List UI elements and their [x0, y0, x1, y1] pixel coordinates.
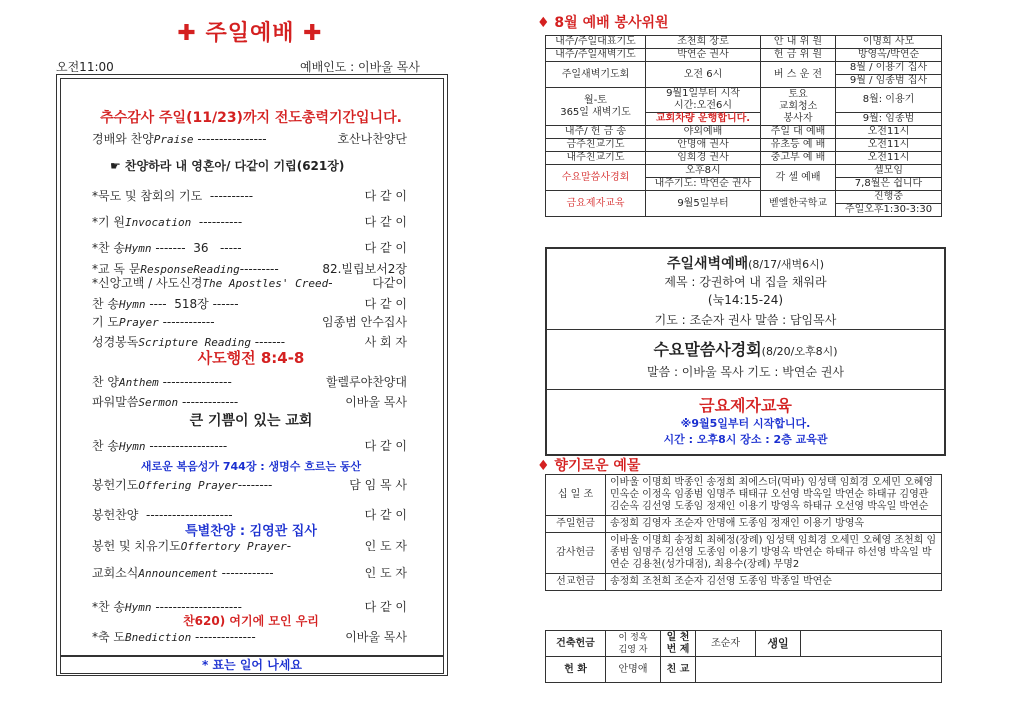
offering-type: 선교헌금: [546, 574, 606, 591]
service-item-leader-line: ----------: [191, 215, 250, 229]
service-item-leader-line: ----------: [202, 189, 261, 203]
volunteer-cell: 중고부 예 배: [761, 152, 836, 165]
volunteer-table: [545, 35, 942, 217]
service-item: [92, 373, 407, 390]
offering-type: 감사헌금: [546, 533, 606, 574]
volunteer-cell: 각 셀 예배: [761, 165, 836, 191]
service-item: [92, 537, 407, 554]
service-item-label: *축 도: [92, 630, 125, 644]
service-item-leader-line: ------------: [217, 566, 278, 580]
service-item-english: Hymn: [125, 601, 152, 614]
volunteer-cell: 내주기도: 박연순 권사: [646, 178, 761, 191]
thousand-offering-label: 일 천 번 제: [661, 631, 696, 657]
volunteer-cell: 내주친교기도: [546, 152, 646, 165]
birthday-label: 생일: [756, 631, 801, 657]
service-item-leader: 82.빌립보서2장: [322, 262, 407, 276]
footer-note: * 표는 일어 나세요: [60, 656, 444, 674]
service-item: [92, 393, 407, 410]
service-item-label: 찬 송: [92, 439, 119, 453]
service-item-label: *찬 송: [92, 600, 125, 614]
wednesday-people: 말씀 : 이바울 목사 기도 : 박연순 권사: [646, 365, 845, 379]
volunteer-cell: 7,8월은 쉽니다: [836, 178, 942, 191]
service-item-leader: 이바울 목사: [345, 630, 407, 644]
service-item-leader-line: --------: [237, 478, 273, 492]
friday-time-place: 시간 : 오후8시 장소 : 2층 교육관: [663, 433, 828, 446]
service-item-english: Hymn: [119, 298, 146, 311]
volunteer-cell: 셀모임: [836, 165, 942, 178]
volunteer-cell: 안명애 권사: [646, 139, 761, 152]
service-item-leader-line: -------: [250, 335, 289, 349]
service-item: [92, 295, 407, 312]
hymn-note: 새로운 복음성가 744장 : 생명수 흐르는 동산: [140, 460, 362, 473]
service-item-english: Offertory Prayer: [180, 540, 287, 553]
volunteer-cell: 박연순 권사: [646, 49, 761, 62]
offering-names: 송정희 조천희 조순자 김선영 도종임 박종일 박연순: [606, 574, 942, 591]
service-item-leader: 할렐루야찬양대: [325, 375, 407, 389]
offering-names: 송정희 김영자 조순자 안명애 도종임 정재인 이용기 방영옥: [606, 516, 942, 533]
sermon-title: 큰 기쁨이 있는 교회: [189, 413, 313, 429]
service-item-leader-line: ---------: [239, 262, 279, 276]
birthday-empty: [801, 631, 942, 657]
volunteer-cell: 8월 / 이용기 집사: [836, 62, 942, 75]
service-item-leader-line: --------------------: [151, 600, 246, 614]
volunteer-cell: 임희경 권사: [646, 152, 761, 165]
service-item-leader: 인 도 자: [364, 566, 407, 580]
volunteer-cell: 유초등 예 배: [761, 139, 836, 152]
volunteer-cell: 내주/주일대표기도: [546, 36, 646, 49]
service-item-leader: 인 도 자: [364, 539, 407, 553]
offering-names: 이바울 이명희 박종인 송정희 최에스더(먹바) 임성택 임희경 오세민 오혜영 민옥순 이정옥 임종범 임명주 태태규 오선영 박옥일 박연순 하태규 김영관 김순옥 김선영 도종임 정재인 이용기 방영옥 하태규 오선영 박옥일 박연순: [606, 475, 942, 516]
volunteer-cell: 토요 교회청소 봉사자: [761, 88, 836, 126]
service-item-label: 교회소식: [92, 566, 139, 580]
section-title-offerings: ♦ 향기로운 예물: [537, 458, 641, 474]
divider: [547, 389, 944, 390]
wednesday-heading: [547, 337, 944, 360]
volunteer-cell: 오전 6시: [646, 62, 761, 88]
volunteer-cell: 버 스 운 전: [761, 62, 836, 88]
service-item-label: ☛ 찬양하라 내 영혼아/ 다같이 기립(621장): [110, 159, 345, 173]
service-item-label: 찬 양: [92, 375, 119, 389]
service-item-leader-line: -: [286, 539, 292, 553]
flowers-name: 안명애: [606, 657, 661, 683]
service-item-leader: 사 회 자: [364, 335, 407, 349]
service-item-leader: 담 임 목 사: [349, 478, 407, 492]
volunteer-cell: 진행중: [836, 191, 942, 204]
volunteer-cell: 주일오후1:30-3:30: [836, 204, 942, 217]
section-title-volunteers: ♦ 8월 예배 봉사위원: [537, 15, 669, 31]
closing-hymn: 찬620) 여기에 모인 우리: [183, 614, 319, 628]
service-item-english: Offering Prayer: [138, 479, 238, 492]
service-item-english: Praise: [153, 133, 194, 146]
volunteer-cell: 내주/주일새벽기도: [546, 49, 646, 62]
service-item: [110, 157, 425, 174]
service-item-leader-line: ----------------: [193, 132, 271, 146]
service-item-label: 찬 송: [92, 297, 119, 311]
service-item-english: Announcement: [138, 567, 218, 580]
service-item-label: *기 원: [92, 215, 125, 229]
service-item-english: Hymn: [119, 440, 146, 453]
service-item-leader: 다 같 이: [364, 600, 407, 614]
offering-type: 십 일 조: [546, 475, 606, 516]
service-item: [92, 564, 407, 581]
service-item-english: Scripture Reading: [138, 336, 251, 349]
service-item: [92, 274, 407, 291]
volunteer-cell: 오전11시: [836, 126, 942, 139]
service-item-english: The Apostles' Creed: [202, 277, 329, 290]
volunteer-cell: 오후8시: [646, 165, 761, 178]
volunteer-cell: 수요말씀사경회: [546, 165, 646, 191]
wednesday-time: (8/20/오후8시): [761, 345, 838, 358]
volunteer-cell: 금주친교기도: [546, 139, 646, 152]
volunteer-cell: 주일 대 예배: [761, 126, 836, 139]
volunteer-cell: 안 내 위 원: [761, 36, 836, 49]
service-item-leader-line: ------------------: [145, 439, 232, 453]
worship-leader: 예배인도 : 이바울 목사: [300, 60, 420, 74]
dawn-service-time: (8/17/새벽6시): [748, 258, 825, 271]
special-hymn: 특별찬양 : 김영관 집사: [185, 524, 317, 539]
dawn-service-title: 주일새벽예배: [666, 256, 749, 272]
service-item-label: 경배와 찬양: [92, 132, 154, 146]
service-item: [92, 187, 407, 204]
divider: [547, 329, 944, 330]
offerings-table: [545, 474, 942, 591]
evangelism-banner: 추수감사 주일(11/23)까지 전도총력기간입니다.: [100, 110, 402, 126]
service-item: [92, 213, 407, 230]
service-item-label: *묵도 및 참회의 기도: [92, 189, 203, 203]
volunteer-cell: 조천희 장로: [646, 36, 761, 49]
dawn-service-heading: [547, 253, 944, 273]
service-item-leader: 다 같 이: [364, 189, 407, 203]
volunteer-cell: 방영옥/박연순: [836, 49, 942, 62]
volunteer-cell: 금요제자교육: [546, 191, 646, 217]
friday-title: 금요제자교육: [699, 396, 792, 415]
dawn-service-people: 기도 : 조순자 권사 말씀 : 담임목사: [654, 313, 837, 327]
service-item-label: *신앙고백 / 사도신경: [92, 276, 203, 290]
service-item-leader-line: --------------------: [138, 508, 241, 522]
fellowship-empty: [696, 657, 942, 683]
service-item-leader: 호산나찬양단: [337, 132, 407, 146]
service-item-leader: 이바울 목사: [345, 395, 407, 409]
offerings-extra-table: [545, 630, 942, 683]
service-item-leader-line: ------- 36 -----: [151, 241, 250, 255]
service-item-leader: 다 같 이: [364, 297, 407, 311]
volunteer-cell: 이명희 사모: [836, 36, 942, 49]
offering-type: 주일헌금: [546, 516, 606, 533]
service-item-leader-line: ---- 518장 ------: [145, 297, 243, 311]
service-item-leader-line: ------------: [158, 315, 219, 329]
service-item-label: 봉헌찬양: [92, 508, 139, 522]
volunteer-cell: 오전11시: [836, 139, 942, 152]
service-item-label: *찬 송: [92, 241, 125, 255]
service-item-leader: 다 같 이: [364, 439, 407, 453]
service-item-english: Bnediction: [125, 631, 192, 644]
meetings-box: [545, 247, 946, 456]
volunteer-cell: 9월1일부터 시작 시간:오전6시: [646, 88, 761, 113]
volunteer-cell: 월-토 365일 새벽기도: [546, 88, 646, 126]
service-item: [92, 628, 407, 645]
wednesday-title: 수요말씀사경회: [653, 340, 762, 359]
service-time: 오전11:00: [56, 60, 114, 74]
service-item: [92, 130, 407, 147]
service-item: [92, 313, 407, 330]
service-item: [92, 476, 407, 493]
service-item-label: *교 독 문: [92, 262, 141, 276]
thousand-offering-name: 조순자: [696, 631, 756, 657]
volunteer-cell: 교회차량 운행합니다.: [646, 113, 761, 126]
service-item-english: ResponseReading: [140, 263, 240, 276]
service-item-leader-line: ----------------: [158, 375, 232, 389]
service-item-leader: 임종범 안수집사: [322, 315, 407, 329]
service-item-label: 기 도: [92, 315, 119, 329]
page-title: ✚ 주일예배 ✚: [177, 21, 323, 46]
volunteer-cell: 벧엘한국학교: [761, 191, 836, 217]
service-item-english: Prayer: [119, 316, 159, 329]
scripture-reference: 사도행전 8:4-8: [197, 349, 305, 367]
volunteer-cell: 오전11시: [836, 152, 942, 165]
service-item-english: Sermon: [138, 396, 179, 409]
building-fund-label: 건축헌금: [546, 631, 606, 657]
service-item-english: Invocation: [125, 216, 192, 229]
service-item-label: 봉헌 및 치유기도: [92, 539, 181, 553]
offering-names: 이바울 이명희 송정희 최혜정(장례) 임성택 임희경 오세민 오혜영 조천희 임종범 임명주 김선영 도종임 이용기 방영옥 박연순 하태규 하선영 박옥일 박연순 김용천(성가대점), 최용수(장례) 무명2: [606, 533, 942, 574]
service-item-leader-line: -------------: [178, 395, 243, 409]
building-fund-names: 이 정옥 김영 자: [606, 631, 661, 657]
service-item-english: Hymn: [125, 242, 152, 255]
volunteer-cell: 8월: 이용기: [836, 88, 942, 113]
volunteer-cell: 9월5일부터: [646, 191, 761, 217]
service-item-leader-line: --------------: [191, 630, 260, 644]
dawn-service-topic: 제목 : 강권하여 내 집을 채워라: [664, 275, 827, 289]
volunteer-cell: 주일새벽기도회: [546, 62, 646, 88]
service-item-label: 파워말씀: [92, 395, 139, 409]
volunteer-cell: 9월 / 임종범 집사: [836, 75, 942, 88]
dawn-service-passage: (눅14:15-24): [707, 293, 784, 307]
service-item-leader: 다 같 이: [364, 508, 407, 522]
flowers-label: 헌 화: [546, 657, 606, 683]
service-item-leader: 다 같 이: [364, 241, 407, 255]
fellowship-label: 친 교: [661, 657, 696, 683]
service-item-label: 성경봉독: [92, 335, 139, 349]
service-item: [92, 239, 407, 256]
service-item-english: Anthem: [119, 376, 159, 389]
friday-start: ※9월5일부터 시작합니다.: [680, 417, 811, 430]
service-item: [92, 437, 407, 454]
volunteer-cell: 내주/ 헌 금 송: [546, 126, 646, 139]
service-item-leader: 다 같 이: [364, 215, 407, 229]
service-item-leader: 다같이: [372, 276, 407, 290]
volunteer-cell: 야외예배: [646, 126, 761, 139]
service-item-leader-line: -: [328, 276, 337, 290]
service-item-label: 봉헌기도: [92, 478, 139, 492]
volunteer-cell: 헌 금 위 원: [761, 49, 836, 62]
volunteer-cell: 9월: 임종범: [836, 113, 942, 126]
